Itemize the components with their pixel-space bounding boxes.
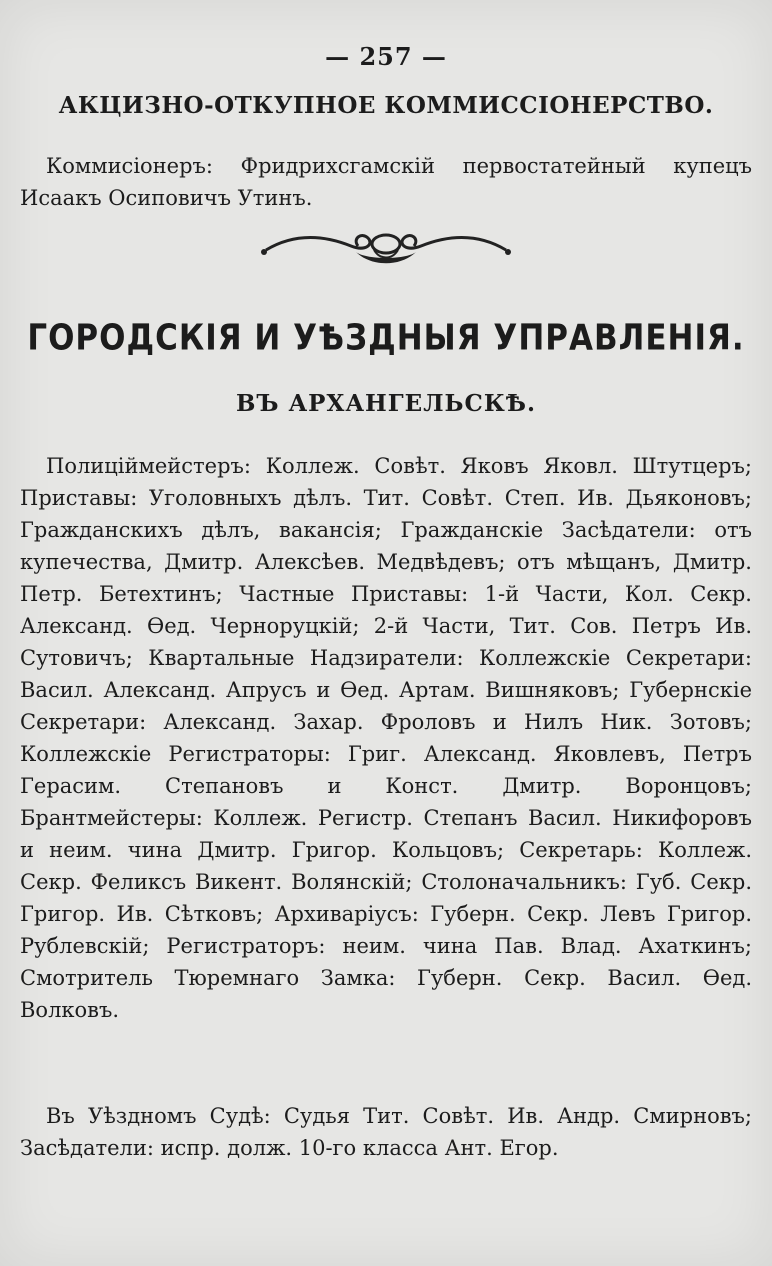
page-number: — 257 — xyxy=(325,42,447,71)
section-title: АКЦИЗНО-ОТКУПНОЕ КОММИССIОНЕРСТВО. xyxy=(58,92,714,119)
commissioner-paragraph xyxy=(20,150,752,214)
paragraph-court xyxy=(20,1100,752,1164)
commissioner-text: Коммисiонеръ: Фридрихсгамскiй первостатейный купецъ Исаакъ Осиповичъ Утинъ. xyxy=(20,154,752,210)
city-heading: ВЪ АРХАНГЕЛЬСКѢ. xyxy=(236,390,536,417)
paragraph-court-text: Въ Уѣздномъ Судѣ: Судья Тит. Совѣт. Ив. Андр. Смирновъ; Засѣдатели: испр. долж. 10-го класса Ант. Егор. xyxy=(20,1104,752,1160)
decorative-flourish-icon xyxy=(256,222,516,272)
main-title: ГОРОДСКIЯ И УѢЗДНЫЯ УПРАВЛЕНIЯ. xyxy=(27,317,745,359)
paragraph-officials-text: Полицiймейстеръ: Коллеж. Совѣт. Яковъ Яковл. Штутцеръ; Приставы: Уголовныхъ дѣлъ. Тит. Совѣт. Степ. Ив. Дьяконовъ; Гражданскихъ дѣлъ, вакансiя; Гражданскiе Засѣдатели: отъ купечества, Дмитр. Алексѣев. Медвѣдевъ; отъ мѣщанъ, Дмитр. Петр. Бетехтинъ; Частные Приставы: 1-й Части, Кол. Секр. Александ. Ѳед. Черноруцкiй; 2-й Части, Тит. Сов. Петръ Ив. Сутовичъ; Квартальные Надзиратели: Коллежскiе Секретари: Васил. Александ. Апрусъ и Ѳед. Артам. Вишняковъ; Губернскiе Секретари: Александ. Захар. Фроловъ и Нилъ Ник. Зотовъ; Коллежскiе Регистраторы: Григ. Александ. Яковлевъ, Петръ Герасим. Степановъ и Конст. Дмитр. Воронцовъ; Брантмейстеры: Коллеж. Регистр. Степанъ Васил. Никифоровъ и неим. чина Дмитр. Григор. Кольцовъ; Секретарь: Коллеж. Секр. Феликсъ Викент. Волянскiй; Столоначальникъ: Губ. Секр. Григор. Ив. Сѣтковъ; Архиварiусъ: Губерн. Секр. Левъ Григор. Рублевскiй; Регистраторъ: неим. чина Пав. Влад. Ахаткинъ; Смотритель Тюремнаго Замка: Губерн. Секр. Васил. Ѳед. Волковъ. xyxy=(20,454,752,1022)
paragraph-officials xyxy=(20,450,752,1026)
